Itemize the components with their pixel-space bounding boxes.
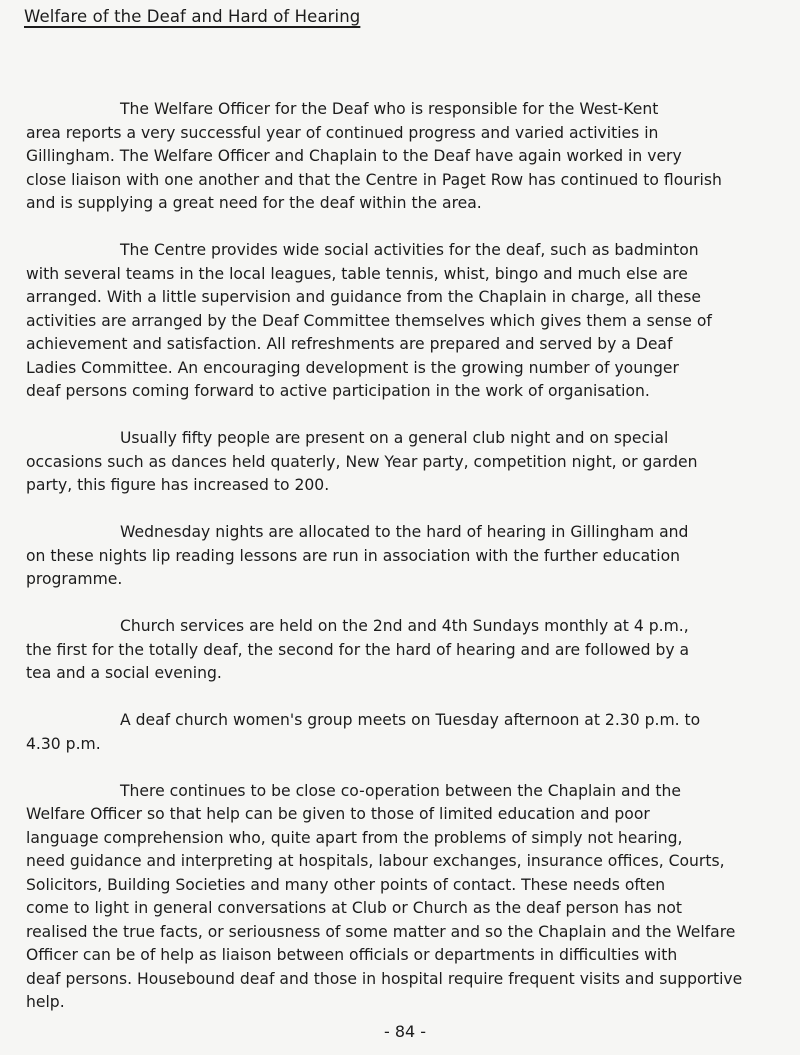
page-number: - 84 - bbox=[383, 1022, 427, 1041]
paragraph-church-services: Church services are held on the 2nd and 4th Sundays monthly at 4 p.m., the first for the totally deaf, the second for the hard of hearing and are followed by a tea and a social evening. bbox=[26, 617, 690, 682]
section-heading: Welfare of the Deaf and Hard of Hearing bbox=[24, 7, 361, 26]
paragraph-womens-group: A deaf church women's group meets on Tuesday afternoon at 2.30 p.m. to 4.30 p.m. bbox=[26, 711, 701, 753]
paragraph-social-activities: The Centre provides wide social activities for the deaf, such as badminton with several teams in the local leagues, table tennis, whist, bingo and much else are arranged. With a little supervision and guidance from the Chaplain in charge, all these activities are arranged by the Deaf Committee themselves which gives them a sense of achievement and satisfaction. All refreshments are prepared and served by a Deaf Ladies Committee. An encouraging development is the growing number of younger deaf persons coming forward to active participation in the work of organisation. bbox=[26, 241, 712, 400]
body-text bbox=[26, 98, 778, 1015]
paragraph-centre-overview: The Welfare Officer for the Deaf who is responsible for the West-Kent area reports a very successful year of continued progress and varied activities in Gillingham. The Welfare Officer and Chaplain to the Deaf have again worked in very close liaison with one another and that the Centre in Paget Row has continued to flourish and is supplying a great need for the deaf within the area. bbox=[26, 100, 722, 212]
paragraph-hard-of-hearing: Wednesday nights are allocated to the hard of hearing in Gillingham and on these nights lip reading lessons are run in association with the further education programme. bbox=[26, 523, 689, 588]
paragraph-attendance: Usually fifty people are present on a general club night and on special occasions such as dances held quaterly, New Year party, competition night, or garden party, this figure has increased to 200. bbox=[26, 429, 698, 494]
paragraph-cooperation: There continues to be close co-operation between the Chaplain and the Welfare Officer so that help can be given to those of limited education and poor language comprehension who, quite apart from the problems of simply not hearing, need guidance and interpreting at hospitals, labour exchanges, insurance offices, Courts, Solicitors, Building Societies and many other points of contact. These needs often come to light in general conversations at Club or Church as the deaf person has not realised the true facts, or seriousness of some matter and so the Chaplain and the Welfare Officer can be of help as liaison between officials or departments in difficulties with deaf persons. Housebound deaf and those in hospital require frequent visits and supportive help. bbox=[26, 781, 743, 1011]
